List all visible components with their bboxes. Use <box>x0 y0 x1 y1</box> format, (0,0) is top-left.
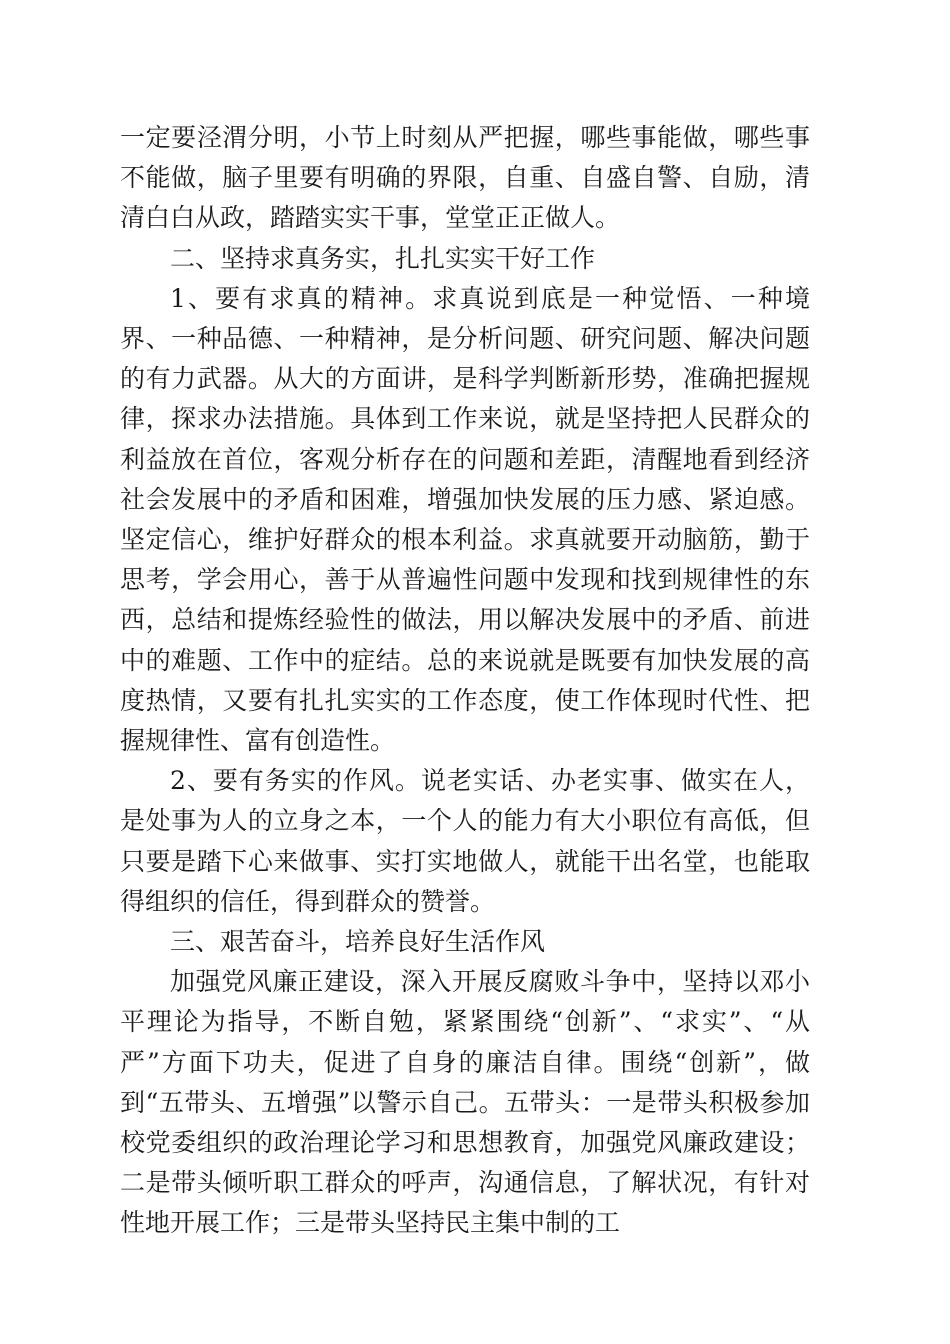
document-body <box>120 118 810 1244</box>
paragraph-party-conduct: 加强党风廉正建设，深入开展反腐败斗争中，坚持以邓小平理论为指导，不断自勉，紧紧围绕“创新”、“求实”、“从严”方面下功夫，促进了自身的廉洁自律。围绕“创新”，做到“五带头、五增强”以警示自己。五带头：一是带头积极参加校党委组织的政治理论学习和思想教育，加强党风廉政建设；二是带头倾听职工群众的呼声，沟通信息，了解状况，有针对性地开展工作；三是带头坚持民主集中制的工 <box>120 967 810 1238</box>
section-heading-3: 三、艰苦奋斗，培养良好生活作风 <box>170 927 546 957</box>
section-heading-2: 二、坚持求真务实，扎扎实实干好工作 <box>170 243 596 273</box>
paragraph-1: 一定要泾渭分明，小节上时刻从严把握，哪些事能做，哪些事不能做，脑子里要有明确的界限，自重、自盛自警、自励，清清白白从政，踏踏实实干事，堂堂正正做人。 <box>120 123 810 233</box>
paragraph-practical-style: 2、要有务实的作风。说老实话、办老实事、做实在人，是处事为人的立身之本，一个人的能力有大小职位有高低，但只要是踏下心来做事、实打实地做人，就能干出名堂，也能取得组织的信任，得到群众的赞誉。 <box>120 766 810 916</box>
paragraph-seeking-truth: 1、要有求真的精神。求真说到底是一种觉悟、一种境界、一种品德、一种精神，是分析问题、研究问题、解决问题的有力武器。从大的方面讲，是科学判断新形势，准确把握规律，探求办法措施。具体到工作来说，就是坚持把人民群众的利益放在首位，客观分析存在的问题和差距，清醒地看到经济社会发展中的矛盾和困难，增强加快发展的压力感、紧迫感。坚定信心，维护好群众的根本利益。求真就要开动脑筋，勤于思考，学会用心，善于从普遍性问题中发现和找到规律性的东西，总结和提炼经验性的做法，用以解决发展中的矛盾、前进中的难题、工作中的症结。总的来说就是既要有加快发展的高度热情，又要有扎扎实实的工作态度，使工作体现时代性、把握规律性、富有创造性。 <box>120 283 810 756</box>
